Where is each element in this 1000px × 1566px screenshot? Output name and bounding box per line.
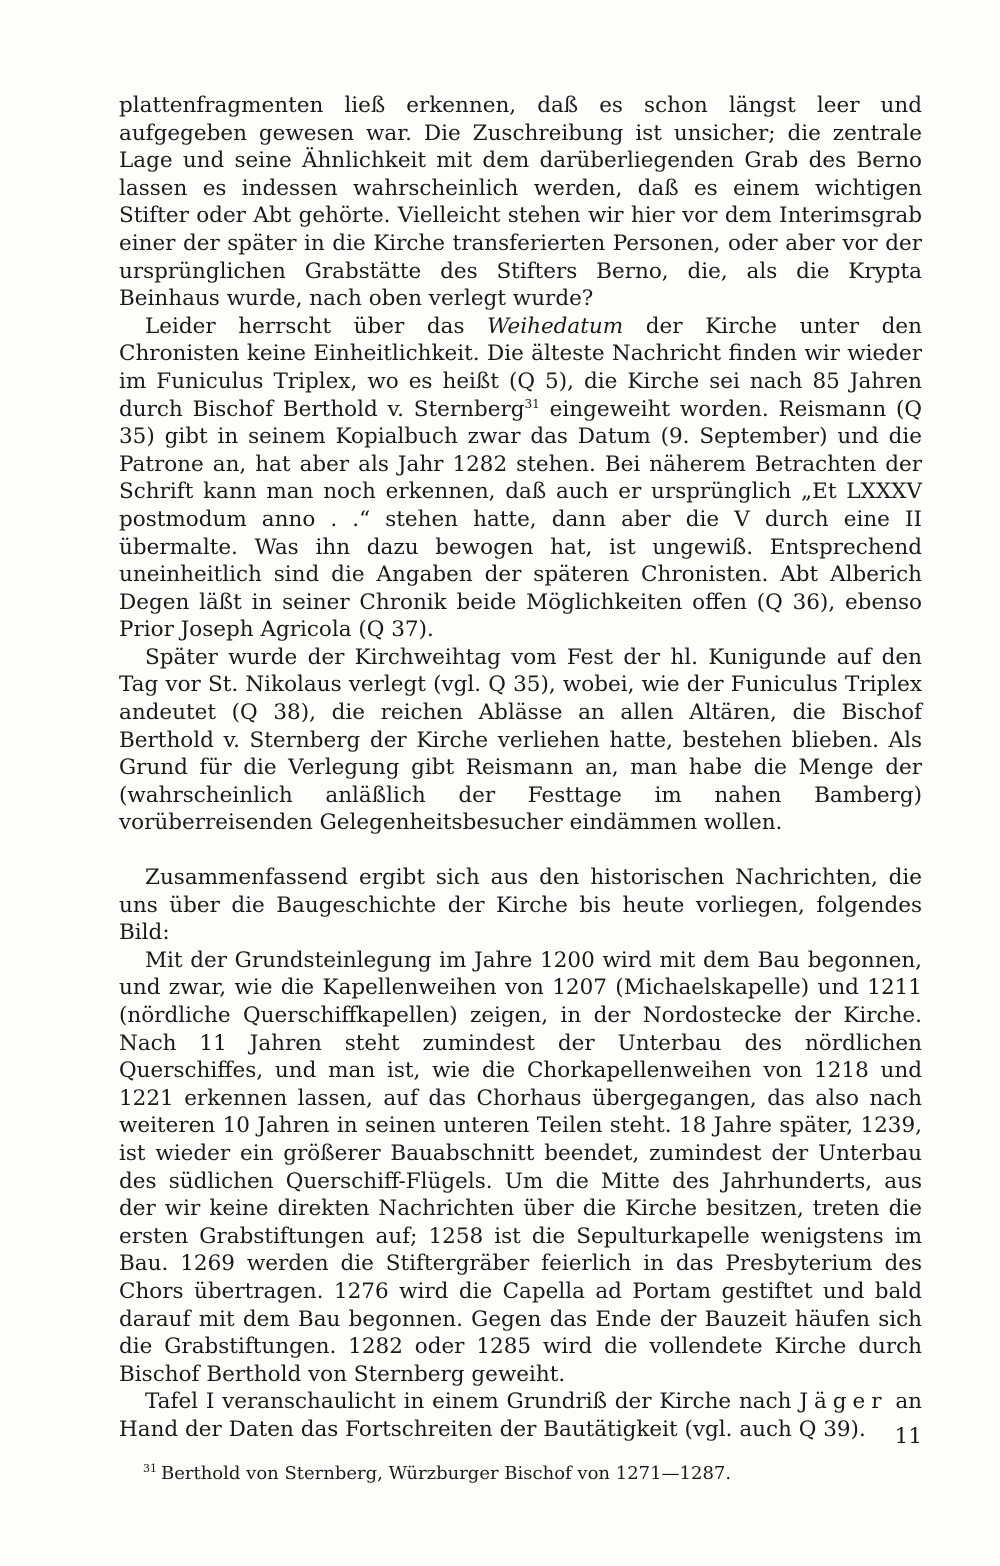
paragraph-2-mid: der Kirche unter den Chronisten keine Einheitlichkeit. Die älteste Nachricht finden wir wieder im Funiculus Triplex, wo es heißt (Q 5), die Kirche sei nach 85 Jahren durch Bischof Berthold v. Sternberg [119, 313, 922, 422]
term-weihedatum: Weihedatum [487, 313, 624, 339]
footnote-mark: 31 [143, 1461, 157, 1475]
page-body [119, 92, 922, 1486]
paragraph-6-pre: Tafel I veranschaulicht in einem Grundriß der Kirche nach [145, 1389, 800, 1415]
page-number: 11 [894, 1424, 922, 1449]
paragraph-2-post: eingeweiht worden. Reismann (Q 35) gibt in seinem Kopialbuch zwar das Datum (9. September) und die Patrone an, hat aber als Jahr 1282 stehen. Bei näherem Betrachten der Schrift kann man noch erkennen, daß auch er ursprünglich „Et LXXXV postmodum anno . .“ stehen hatte, dann aber die V durch eine II übermalte. Was ihn dazu bewogen hat, ist ungewiß. Entsprechend uneinheitlich sind die Angaben der späteren Chronisten. Abt Alberich Degen läßt in seiner Chronik beide Möglichkeiten offen (Q 36), ebenso Prior Joseph Agricola (Q 37). [119, 396, 922, 643]
footnote [119, 1457, 922, 1486]
paragraph-2-pre: Leider herrscht über das [145, 313, 488, 339]
paragraph-1: plattenfragmenten ließ erkennen, daß es schon längst leer und aufgegeben gewesen war. Die Zuschreibung ist unsicher; die zentrale Lage und seine Ähnlichkeit mit dem darüberliegenden Grab des Berno lassen es indessen wahrscheinlich werden, daß es einem wichtigen Stifter oder Abt gehörte. Vielleicht stehen wir hier vor dem Interimsgrab einer der später in die Kirche transferierten Personen, oder aber vor der ursprünglichen Grabstätte des Stifters Berno, die, als die Krypta Beinhaus wurde, nach oben verlegt wurde? [119, 93, 922, 312]
paragraph-3: Später wurde der Kirchweihtag vom Fest der hl. Kunigunde auf den Tag vor St. Nikolaus verlegt (vgl. Q 35), wobei, wie der Funiculus Triplex andeutet (Q 38), die reichen Ablässe an allen Altären, die Bischof Berthold v. Sternberg der Kirche verliehen hatte, bestehen blieben. Als Grund für die Verlegung gibt Reismann an, man habe die Menge der (wahrscheinlich anläßlich der Festtage im nahen Bamberg) vorüberreisenden Gelegenheitsbesucher eindämmen wollen. [119, 644, 922, 836]
footnote-text: Berthold von Sternberg, Würzburger Bischof von 1271—1287. [161, 1462, 732, 1484]
paragraph-4: Zusammenfassend ergibt sich aus den historischen Nachrichten, die uns über die Baugeschichte der Kirche bis heute vorliegen, folgendes Bild: [119, 865, 922, 946]
footnote-ref: 31 [524, 396, 540, 411]
paragraph-6 [119, 1388, 922, 1443]
paragraph-2 [119, 313, 922, 644]
paragraph-5: Mit der Grundsteinlegung im Jahre 1200 wird mit dem Bau begonnen, und zwar, wie die Kapellenweihen von 1207 (Michaelskapelle) und 1211 (nördliche Querschiffkapellen) zeigen, in der Nordostecke der Kirche. Nach 11 Jahren steht zumindest der Unterbau des nördlichen Querschiffes, und man ist, wie die Chorkapellenweihen von 1218 und 1221 erkennen lassen, auf das Chorhaus übergegangen, das also nach weiteren 10 Jahren in seinen unteren Teilen steht. 18 Jahre später, 1239, ist wieder ein größerer Bauabschnitt beendet, zumindest der Unterbau des südlichen Querschiff-Flügels. Um die Mitte des Jahrhunderts, aus der wir keine direkten Nachrichten über die Kirche besitzen, treten die ersten Grabstiftungen auf; 1258 ist die Sepulturkapelle wenigstens im Bau. 1269 werden die Stiftergräber feierlich in das Presbyterium des Chors übertragen. 1276 wird die Capella ad Portam gestiftet und bald darauf mit dem Bau begonnen. Gegen das Ende der Bauzeit häufen sich die Grabstiftungen. 1282 oder 1285 wird die vollendete Kirche durch Bischof Berthold von Sternberg geweiht. [119, 947, 922, 1387]
paragraph-6-post: an Hand der Daten das Fortschreiten der Bautätigkeit (vgl. auch Q 39). [119, 1389, 923, 1442]
author-name-spaced: Jäger [799, 1389, 888, 1415]
